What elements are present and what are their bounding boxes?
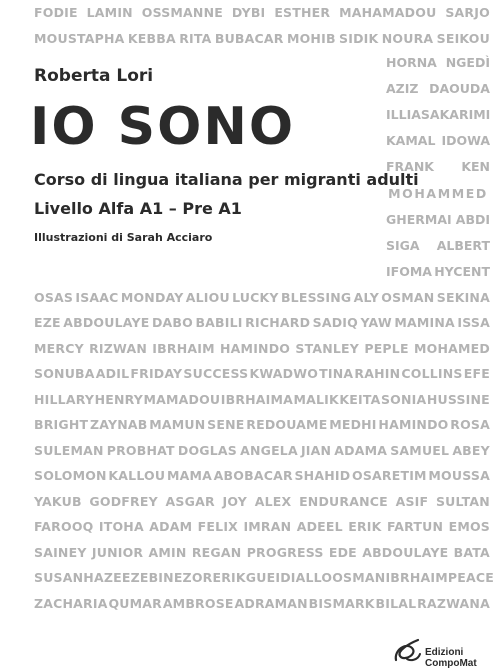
name-word: ABEY: [452, 442, 490, 458]
name-row: [34, 364, 490, 384]
name-word: SUSAN: [34, 570, 84, 585]
name-word: ERIK: [348, 519, 382, 534]
name-word: SULEMAN: [34, 442, 104, 458]
name-row: [34, 389, 490, 409]
name-word: RITA: [179, 30, 212, 46]
name-word: DOGLAS: [177, 442, 237, 458]
name-word: SONIA: [380, 391, 427, 407]
name-row: [386, 104, 490, 124]
name-word: ADIL: [95, 366, 130, 381]
name-word: IBRHAIM: [152, 340, 215, 356]
name-word: ISAAC: [75, 289, 119, 305]
name-word: ADEEL: [296, 519, 343, 534]
name-word: ALBERT: [436, 237, 490, 253]
name-word: ROSA: [450, 417, 490, 432]
name-word: RAZWANA: [417, 595, 490, 611]
illustrator-credit: Illustrazioni di Sarah Acciaro: [34, 231, 213, 244]
course-level: Livello Alfa A1 – Pre A1: [34, 199, 242, 218]
name-word: JUNIOR: [91, 544, 144, 560]
name-word: LUCKY: [232, 289, 279, 305]
name-word: ENDURANCE: [299, 493, 388, 509]
name-word: QUMAR: [108, 595, 162, 611]
name-word: STANLEY: [295, 340, 360, 356]
name-word: DYBI: [231, 4, 266, 20]
name-word: HAMINDO: [220, 340, 291, 356]
book-title: IO SONO: [30, 97, 296, 157]
name-word: IMRAN: [243, 519, 292, 534]
name-row: [386, 262, 490, 282]
name-word: BRIGHT: [34, 417, 89, 432]
name-word: FODIE: [34, 4, 78, 20]
name-word: KEITA: [339, 391, 381, 407]
name-word: HILLARY: [34, 391, 95, 407]
name-word: ABDOULAYE: [362, 544, 449, 560]
name-word: ALIOU: [185, 289, 230, 305]
name-word: MAMUN: [149, 417, 206, 432]
name-word: ITOHA: [98, 519, 144, 534]
name-row: [34, 440, 490, 460]
name-word: SUCCESS: [183, 366, 249, 381]
name-word: EDE: [328, 544, 357, 560]
name-word: BABILI: [195, 315, 243, 330]
name-word: RIZWAN: [89, 340, 148, 356]
name-row: [34, 491, 490, 511]
name-word: FRANK: [386, 159, 434, 175]
name-word: RAHIN: [354, 366, 401, 381]
name-word: SAMUEL: [390, 442, 450, 458]
name-word: BISMARK: [308, 595, 375, 611]
name-word: MONDAY: [120, 289, 184, 305]
name-word: MAMINA: [394, 315, 455, 330]
name-word: PROGRESS: [246, 544, 324, 560]
name-word: FRIDAY: [130, 366, 183, 381]
name-word: DAOUDA: [429, 80, 490, 96]
name-word: MOHIB: [286, 30, 336, 46]
name-row: [34, 28, 490, 48]
name-word: SADIQ: [312, 315, 358, 330]
name-word: GHERMAI: [386, 211, 452, 227]
name-word: ZACHARIA: [34, 595, 108, 611]
name-word: IBRHAIM: [385, 570, 448, 585]
name-word: SENE: [207, 417, 245, 432]
name-row: [386, 235, 490, 255]
name-row: [386, 52, 490, 72]
name-word: IFOMA: [386, 264, 432, 280]
name-word: PEACE: [447, 570, 494, 585]
name-word: MAMA: [166, 468, 212, 483]
name-word: MOUSSA: [428, 468, 490, 483]
name-word: ABDOULAYE: [63, 315, 150, 330]
name-row: [34, 593, 490, 613]
name-word: MALIK: [293, 391, 339, 407]
name-word: EBINEZOR: [139, 570, 213, 585]
name-word: YAKUB: [34, 493, 82, 509]
name-word: SIDIK: [339, 30, 379, 46]
book-subtitle: Corso di lingua italiana per migranti adulti: [34, 170, 419, 189]
name-word: MAHAMADOU: [339, 4, 437, 20]
name-word: GODFREY: [89, 493, 158, 509]
name-word: OSMAN: [381, 289, 435, 305]
name-word: HAMINDO: [378, 417, 449, 432]
name-word: SOLOMON: [34, 468, 107, 483]
name-row: [34, 287, 490, 307]
name-word: SONUBA: [34, 366, 95, 381]
name-word: IDOWA: [441, 133, 490, 149]
name-word: NGEDÌ: [445, 54, 490, 70]
name-word: SULTAN: [435, 493, 490, 509]
name-word: BILAL: [375, 595, 417, 611]
name-word: EFE: [463, 366, 490, 381]
name-word: AMBROSE: [162, 595, 234, 611]
name-word: JOY: [222, 493, 247, 509]
name-word: ERIK: [212, 570, 246, 585]
name-word: REGAN: [191, 544, 242, 560]
name-word: MAMADOU: [143, 391, 221, 407]
name-word: ASIF: [395, 493, 429, 509]
publisher-name: Edizioni CompoMat: [425, 647, 477, 669]
name-word: OSMAN: [332, 570, 386, 585]
name-word: RICHARD: [245, 315, 311, 330]
name-word: ADAMA: [334, 442, 388, 458]
name-word: ZAYNAB: [90, 417, 148, 432]
name-row: [34, 338, 490, 358]
name-word: MOHAMED: [413, 340, 490, 356]
name-word: FAROOQ: [34, 519, 94, 534]
name-row: [34, 313, 490, 333]
name-word: SAINEY: [34, 544, 87, 560]
name-word: ADRAMAN: [234, 595, 308, 611]
name-word: AMIN: [148, 544, 187, 560]
name-word: NOURA: [381, 30, 434, 46]
name-word: ABOBACAR: [213, 468, 293, 483]
name-word: ALY: [353, 289, 379, 305]
name-word: SIGA: [386, 237, 420, 253]
name-row: [386, 131, 490, 151]
name-word: HORNA: [386, 54, 437, 70]
name-word: ISSA: [457, 315, 490, 330]
name-word: SHAHID: [294, 468, 351, 483]
name-word: LAMIN: [86, 4, 133, 20]
name-word: IBRHAIMA: [220, 391, 294, 407]
name-word: KEBBA: [127, 30, 176, 46]
name-word: TINA: [319, 366, 354, 381]
name-row: [34, 568, 494, 588]
name-word: HENRY: [94, 391, 144, 407]
name-row: [34, 542, 490, 562]
name-word: HYCENT: [434, 264, 490, 280]
name-word: REDOUAME: [246, 417, 328, 432]
name-word: KAMAL: [386, 133, 436, 149]
name-word: KEN: [461, 159, 490, 175]
name-word: EZE: [34, 315, 61, 330]
author-name: Roberta Lori: [34, 66, 154, 86]
name-word: ILLIASA: [386, 106, 440, 122]
name-word: MOHAMMED: [388, 185, 488, 201]
name-word: MERCY: [34, 340, 84, 356]
name-word: BLESSING: [280, 289, 352, 305]
name-word: FARTUN: [386, 519, 444, 534]
name-word: COLLINS: [401, 366, 463, 381]
name-word: OSSMANNE: [141, 4, 223, 20]
publisher-logo-icon: [392, 636, 424, 666]
name-word: BATA: [453, 544, 490, 560]
name-word: MOUSTAPHA: [34, 30, 125, 46]
name-row: [34, 517, 490, 537]
name-word: AZIZ: [386, 80, 419, 96]
name-word: JIAN: [300, 442, 332, 458]
name-word: FELIX: [197, 519, 239, 534]
name-word: BUBACAR: [214, 30, 284, 46]
name-row: [34, 466, 490, 486]
name-word: HUSSINE: [426, 391, 490, 407]
name-word: KALLOU: [108, 468, 166, 483]
name-row: [386, 209, 490, 229]
name-word: DIALLO: [280, 570, 333, 585]
name-word: OSAS: [34, 289, 74, 305]
name-word: SEIKOU: [436, 30, 490, 46]
name-word: ESTHER: [274, 4, 331, 20]
name-word: OSARETIM: [352, 468, 427, 483]
name-word: ANGELA: [240, 442, 298, 458]
name-word: YAW: [360, 315, 392, 330]
name-word: ASGAR: [165, 493, 215, 509]
name-word: PROBHAT: [106, 442, 175, 458]
name-word: KWADWO: [249, 366, 319, 381]
name-word: ALEX: [254, 493, 292, 509]
name-word: PEPLE: [364, 340, 409, 356]
name-word: ADAM: [149, 519, 193, 534]
name-word: MEDHI: [329, 417, 377, 432]
name-word: DABO: [151, 315, 193, 330]
name-word: HAZEEZ: [83, 570, 140, 585]
name-word: GUEI: [245, 570, 281, 585]
name-word: ABDI: [455, 211, 490, 227]
name-row: [34, 2, 490, 22]
name-word: SARJO: [445, 4, 490, 20]
name-row: [34, 415, 490, 435]
name-row: [386, 78, 490, 98]
name-word: SEKINA: [436, 289, 490, 305]
name-word: KARIMI: [439, 106, 491, 122]
name-word: EMOS: [448, 519, 490, 534]
